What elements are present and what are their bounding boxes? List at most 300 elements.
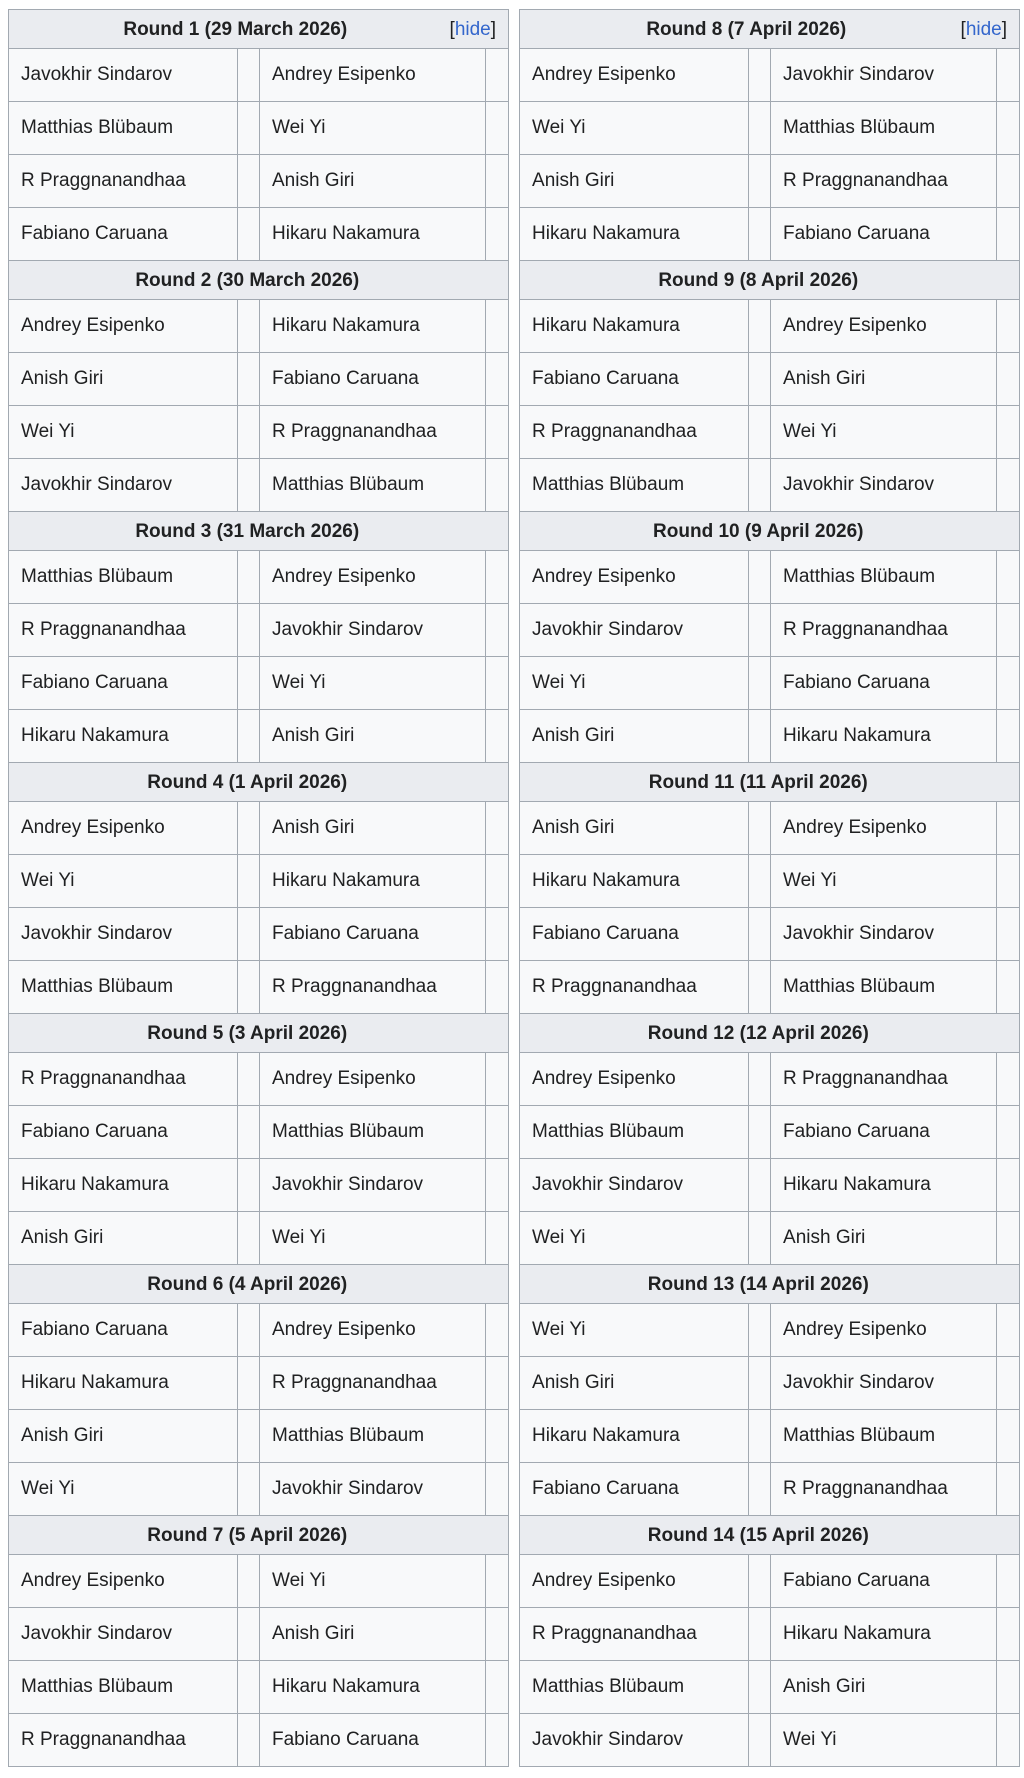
white-player-cell: Javokhir Sindarov xyxy=(520,604,749,657)
result-cell xyxy=(997,406,1020,459)
pairing-row xyxy=(520,353,1020,406)
result-cell xyxy=(238,406,260,459)
result-cell xyxy=(486,604,509,657)
white-player-cell: Andrey Esipenko xyxy=(9,300,238,353)
black-player-cell: Fabiano Caruana xyxy=(771,1106,997,1159)
white-player-cell: Matthias Blübaum xyxy=(9,551,238,604)
white-player-cell: Hikaru Nakamura xyxy=(520,208,749,261)
white-player-cell: Hikaru Nakamura xyxy=(520,300,749,353)
pairing-row xyxy=(520,1159,1020,1212)
white-player-cell: R Praggnanandhaa xyxy=(9,604,238,657)
black-player-cell: Wei Yi xyxy=(771,1714,997,1767)
black-player-cell: Hikaru Nakamura xyxy=(771,710,997,763)
black-player-cell: Matthias Blübaum xyxy=(260,1106,486,1159)
white-player-cell: Anish Giri xyxy=(9,1410,238,1463)
black-player-cell: Fabiano Caruana xyxy=(260,1714,486,1767)
result-cell xyxy=(997,551,1020,604)
pairings-table-rounds-1-7 xyxy=(8,9,509,1767)
white-player-cell: R Praggnanandhaa xyxy=(520,1608,749,1661)
result-cell xyxy=(749,1555,771,1608)
black-player-cell: Matthias Blübaum xyxy=(260,1410,486,1463)
pairing-row xyxy=(520,1463,1020,1516)
result-cell xyxy=(749,1304,771,1357)
white-player-cell: Fabiano Caruana xyxy=(9,1304,238,1357)
round-header xyxy=(520,261,997,300)
result-cell xyxy=(238,604,260,657)
pairing-row xyxy=(520,208,1020,261)
white-player-cell: Hikaru Nakamura xyxy=(9,710,238,763)
result-cell xyxy=(997,908,1020,961)
result-cell xyxy=(486,1212,509,1265)
black-player-cell: Andrey Esipenko xyxy=(771,802,997,855)
result-cell xyxy=(238,1608,260,1661)
result-cell xyxy=(997,1661,1020,1714)
pairing-row xyxy=(520,604,1020,657)
result-cell xyxy=(238,353,260,406)
pairing-row xyxy=(9,710,509,763)
white-player-cell: Anish Giri xyxy=(520,802,749,855)
round-header xyxy=(9,1014,486,1053)
white-player-cell: Hikaru Nakamura xyxy=(9,1159,238,1212)
pairing-row xyxy=(9,1053,509,1106)
white-player-cell: Anish Giri xyxy=(520,1357,749,1410)
pairing-row xyxy=(9,1608,509,1661)
result-cell xyxy=(997,1555,1020,1608)
result-cell xyxy=(749,657,771,710)
round-header-spacer xyxy=(486,1014,509,1053)
round-title: Round 8 (7 April 2026) xyxy=(646,18,847,40)
result-cell xyxy=(486,908,509,961)
round-header xyxy=(9,261,486,300)
hide-toggle-close-bracket: ] xyxy=(1001,18,1008,40)
result-cell xyxy=(486,49,509,102)
white-player-cell: Javokhir Sindarov xyxy=(9,1608,238,1661)
result-cell xyxy=(486,1410,509,1463)
pairing-row xyxy=(520,406,1020,459)
white-player-cell: Wei Yi xyxy=(520,102,749,155)
white-player-cell: Fabiano Caruana xyxy=(520,908,749,961)
black-player-cell: Fabiano Caruana xyxy=(771,1555,997,1608)
black-player-cell: Wei Yi xyxy=(260,1212,486,1265)
pairing-row xyxy=(520,1661,1020,1714)
black-player-cell: Andrey Esipenko xyxy=(260,551,486,604)
round-header xyxy=(520,1014,997,1053)
white-player-cell: Javokhir Sindarov xyxy=(9,459,238,512)
round-title: Round 10 (9 April 2026) xyxy=(653,520,864,542)
white-player-cell: Andrey Esipenko xyxy=(520,1555,749,1608)
black-player-cell: Anish Giri xyxy=(771,1661,997,1714)
result-cell xyxy=(486,1714,509,1767)
result-cell xyxy=(997,961,1020,1014)
white-player-cell: Matthias Blübaum xyxy=(9,1661,238,1714)
white-player-cell: Fabiano Caruana xyxy=(520,1463,749,1516)
black-player-cell: Andrey Esipenko xyxy=(260,1053,486,1106)
result-cell xyxy=(486,961,509,1014)
result-cell xyxy=(749,406,771,459)
black-player-cell: R Praggnanandhaa xyxy=(771,604,997,657)
round-header-spacer xyxy=(486,261,509,300)
black-player-cell: R Praggnanandhaa xyxy=(771,1463,997,1516)
result-cell xyxy=(749,155,771,208)
result-cell xyxy=(238,1661,260,1714)
black-player-cell: R Praggnanandhaa xyxy=(260,961,486,1014)
black-player-cell: Matthias Blübaum xyxy=(771,1410,997,1463)
black-player-cell: Andrey Esipenko xyxy=(260,49,486,102)
white-player-cell: Fabiano Caruana xyxy=(9,657,238,710)
pairing-row xyxy=(520,102,1020,155)
result-cell xyxy=(749,102,771,155)
round-title: Round 6 (4 April 2026) xyxy=(147,1273,348,1295)
black-player-cell: Javokhir Sindarov xyxy=(771,908,997,961)
round-title: Round 12 (12 April 2026) xyxy=(647,1022,869,1044)
result-cell xyxy=(997,710,1020,763)
hide-link[interactable]: hide xyxy=(965,18,1002,40)
round-header-row xyxy=(520,10,1020,49)
pairing-row xyxy=(9,1410,509,1463)
result-cell xyxy=(997,300,1020,353)
result-cell xyxy=(749,1159,771,1212)
black-player-cell: Matthias Blübaum xyxy=(771,961,997,1014)
black-player-cell: Fabiano Caruana xyxy=(771,208,997,261)
white-player-cell: Anish Giri xyxy=(520,155,749,208)
round-header-row xyxy=(9,261,509,300)
round-header xyxy=(9,1516,486,1555)
white-player-cell: Wei Yi xyxy=(520,657,749,710)
pairing-row xyxy=(9,1159,509,1212)
black-player-cell: Javokhir Sindarov xyxy=(771,459,997,512)
hide-toggle-open-bracket: [ xyxy=(960,18,966,40)
result-cell xyxy=(238,1410,260,1463)
white-player-cell: Anish Giri xyxy=(520,710,749,763)
white-player-cell: Hikaru Nakamura xyxy=(520,855,749,908)
white-player-cell: Matthias Blübaum xyxy=(520,1106,749,1159)
result-cell xyxy=(486,1661,509,1714)
pairing-row xyxy=(520,459,1020,512)
pairing-row xyxy=(520,802,1020,855)
round-header-spacer xyxy=(997,1516,1020,1555)
result-cell xyxy=(486,300,509,353)
hide-toggle[interactable] xyxy=(450,11,496,48)
hide-link[interactable]: hide xyxy=(454,18,491,40)
black-player-cell: Andrey Esipenko xyxy=(260,1304,486,1357)
result-cell xyxy=(997,1357,1020,1410)
pairing-row xyxy=(520,710,1020,763)
white-player-cell: Anish Giri xyxy=(9,1212,238,1265)
round-header xyxy=(520,1516,997,1555)
pairing-row xyxy=(520,551,1020,604)
result-cell xyxy=(238,155,260,208)
result-cell xyxy=(238,1106,260,1159)
round-header xyxy=(520,10,1020,49)
black-player-cell: Wei Yi xyxy=(771,406,997,459)
result-cell xyxy=(238,1555,260,1608)
hide-toggle-close-bracket: ] xyxy=(490,18,497,40)
round-header-row xyxy=(520,1265,1020,1304)
result-cell xyxy=(749,1661,771,1714)
result-cell xyxy=(486,155,509,208)
round-title: Round 2 (30 March 2026) xyxy=(135,269,360,291)
round-header-spacer xyxy=(997,1265,1020,1304)
result-cell xyxy=(486,802,509,855)
white-player-cell: Javokhir Sindarov xyxy=(520,1159,749,1212)
black-player-cell: Matthias Blübaum xyxy=(260,459,486,512)
round-title: Round 14 (15 April 2026) xyxy=(647,1524,869,1546)
pairing-row xyxy=(520,657,1020,710)
result-cell xyxy=(997,49,1020,102)
result-cell xyxy=(997,1463,1020,1516)
pairing-row xyxy=(520,1410,1020,1463)
result-cell xyxy=(997,353,1020,406)
result-cell xyxy=(749,1608,771,1661)
white-player-cell: R Praggnanandhaa xyxy=(9,155,238,208)
round-header xyxy=(520,512,997,551)
white-player-cell: Andrey Esipenko xyxy=(9,1555,238,1608)
pairing-row xyxy=(520,1106,1020,1159)
result-cell xyxy=(238,657,260,710)
pairing-row xyxy=(9,802,509,855)
round-header-spacer xyxy=(486,1516,509,1555)
white-player-cell: Andrey Esipenko xyxy=(520,1053,749,1106)
round-header-spacer xyxy=(997,1014,1020,1053)
round-header-spacer xyxy=(486,1265,509,1304)
white-player-cell: Fabiano Caruana xyxy=(9,1106,238,1159)
result-cell xyxy=(997,1714,1020,1767)
black-player-cell: Javokhir Sindarov xyxy=(260,604,486,657)
pairing-row xyxy=(520,1555,1020,1608)
result-cell xyxy=(238,459,260,512)
black-player-cell: Anish Giri xyxy=(260,155,486,208)
result-cell xyxy=(749,1357,771,1410)
white-player-cell: R Praggnanandhaa xyxy=(9,1053,238,1106)
pairing-row xyxy=(520,155,1020,208)
result-cell xyxy=(486,1608,509,1661)
pairing-row xyxy=(9,855,509,908)
white-player-cell: Fabiano Caruana xyxy=(9,208,238,261)
result-cell xyxy=(749,1053,771,1106)
black-player-cell: Anish Giri xyxy=(260,710,486,763)
black-player-cell: Javokhir Sindarov xyxy=(771,1357,997,1410)
black-player-cell: Anish Giri xyxy=(771,353,997,406)
result-cell xyxy=(997,1304,1020,1357)
result-cell xyxy=(238,1714,260,1767)
pairing-row xyxy=(520,1053,1020,1106)
white-player-cell: Fabiano Caruana xyxy=(520,353,749,406)
result-cell xyxy=(238,1212,260,1265)
round-title: Round 4 (1 April 2026) xyxy=(147,771,348,793)
result-cell xyxy=(486,406,509,459)
white-player-cell: Wei Yi xyxy=(9,855,238,908)
pairing-row xyxy=(9,102,509,155)
white-player-cell: R Praggnanandhaa xyxy=(520,406,749,459)
result-cell xyxy=(486,102,509,155)
pairing-row xyxy=(9,406,509,459)
result-cell xyxy=(486,459,509,512)
pairing-row xyxy=(9,155,509,208)
black-player-cell: Javokhir Sindarov xyxy=(771,49,997,102)
white-player-cell: Javokhir Sindarov xyxy=(520,1714,749,1767)
round-header-spacer xyxy=(486,512,509,551)
round-header-row xyxy=(520,261,1020,300)
result-cell xyxy=(997,1106,1020,1159)
black-player-cell: R Praggnanandhaa xyxy=(771,1053,997,1106)
result-cell xyxy=(238,1304,260,1357)
pairing-row xyxy=(9,1714,509,1767)
round-header-row xyxy=(9,10,509,49)
black-player-cell: R Praggnanandhaa xyxy=(260,406,486,459)
white-player-cell: Matthias Blübaum xyxy=(9,102,238,155)
result-cell xyxy=(486,710,509,763)
round-header-row xyxy=(520,763,1020,802)
result-cell xyxy=(486,1463,509,1516)
black-player-cell: Fabiano Caruana xyxy=(260,908,486,961)
pairing-row xyxy=(520,1714,1020,1767)
result-cell xyxy=(486,208,509,261)
pairing-row xyxy=(9,208,509,261)
result-cell xyxy=(238,102,260,155)
pairing-row xyxy=(9,604,509,657)
result-cell xyxy=(749,49,771,102)
white-player-cell: Wei Yi xyxy=(520,1212,749,1265)
pairing-row xyxy=(520,961,1020,1014)
white-player-cell: Matthias Blübaum xyxy=(520,1661,749,1714)
round-header-row xyxy=(9,1014,509,1053)
result-cell xyxy=(238,961,260,1014)
round-header-row xyxy=(9,1265,509,1304)
pairing-row xyxy=(9,657,509,710)
pairing-row xyxy=(9,1212,509,1265)
black-player-cell: Matthias Blübaum xyxy=(771,551,997,604)
result-cell xyxy=(486,1304,509,1357)
result-cell xyxy=(997,855,1020,908)
white-player-cell: Wei Yi xyxy=(9,406,238,459)
pairing-row xyxy=(9,961,509,1014)
white-player-cell: Wei Yi xyxy=(520,1304,749,1357)
pairing-row xyxy=(9,300,509,353)
black-player-cell: Andrey Esipenko xyxy=(771,1304,997,1357)
pairing-row xyxy=(9,1661,509,1714)
pairing-row xyxy=(520,300,1020,353)
result-cell xyxy=(997,155,1020,208)
result-cell xyxy=(749,710,771,763)
round-title: Round 5 (3 April 2026) xyxy=(147,1022,348,1044)
black-player-cell: R Praggnanandhaa xyxy=(260,1357,486,1410)
result-cell xyxy=(997,1159,1020,1212)
white-player-cell: Andrey Esipenko xyxy=(520,49,749,102)
white-player-cell: Hikaru Nakamura xyxy=(9,1357,238,1410)
result-cell xyxy=(749,1212,771,1265)
round-title: Round 9 (8 April 2026) xyxy=(658,269,859,291)
black-player-cell: Javokhir Sindarov xyxy=(260,1463,486,1516)
pairing-row xyxy=(520,1357,1020,1410)
round-header xyxy=(9,512,486,551)
result-cell xyxy=(486,1159,509,1212)
round-title: Round 7 (5 April 2026) xyxy=(147,1524,348,1546)
result-cell xyxy=(238,49,260,102)
result-cell xyxy=(749,855,771,908)
result-cell xyxy=(749,802,771,855)
pairing-row xyxy=(9,1357,509,1410)
round-header xyxy=(9,763,486,802)
pairing-row xyxy=(520,1304,1020,1357)
white-player-cell: Wei Yi xyxy=(9,1463,238,1516)
result-cell xyxy=(486,1357,509,1410)
result-cell xyxy=(749,908,771,961)
result-cell xyxy=(486,1555,509,1608)
black-player-cell: Anish Giri xyxy=(771,1212,997,1265)
result-cell xyxy=(486,551,509,604)
pairing-row xyxy=(9,49,509,102)
result-cell xyxy=(997,1053,1020,1106)
result-cell xyxy=(997,1212,1020,1265)
result-cell xyxy=(749,353,771,406)
white-player-cell: R Praggnanandhaa xyxy=(9,1714,238,1767)
white-player-cell: Hikaru Nakamura xyxy=(520,1410,749,1463)
round-header-spacer xyxy=(997,512,1020,551)
result-cell xyxy=(238,1159,260,1212)
result-cell xyxy=(749,1106,771,1159)
black-player-cell: Anish Giri xyxy=(260,1608,486,1661)
black-player-cell: Hikaru Nakamura xyxy=(771,1159,997,1212)
round-title: Round 1 (29 March 2026) xyxy=(123,18,348,40)
pairing-row xyxy=(9,353,509,406)
result-cell xyxy=(749,300,771,353)
white-player-cell: Anish Giri xyxy=(9,353,238,406)
result-cell xyxy=(486,855,509,908)
result-cell xyxy=(238,855,260,908)
black-player-cell: Wei Yi xyxy=(771,855,997,908)
pairing-row xyxy=(520,49,1020,102)
white-player-cell: Andrey Esipenko xyxy=(9,802,238,855)
round-title: Round 11 (11 April 2026) xyxy=(648,771,868,793)
result-cell xyxy=(997,802,1020,855)
black-player-cell: Wei Yi xyxy=(260,102,486,155)
result-cell xyxy=(997,459,1020,512)
pairing-row xyxy=(9,551,509,604)
round-header-row xyxy=(9,512,509,551)
pairings-table-rounds-8-14 xyxy=(519,9,1020,1767)
round-header-row xyxy=(9,1516,509,1555)
pairing-row xyxy=(9,1463,509,1516)
round-header-spacer xyxy=(486,763,509,802)
black-player-cell: Hikaru Nakamura xyxy=(260,208,486,261)
round-header-spacer xyxy=(997,763,1020,802)
pairing-row xyxy=(9,459,509,512)
pairing-row xyxy=(9,1555,509,1608)
pairing-row xyxy=(9,1106,509,1159)
black-player-cell: Wei Yi xyxy=(260,657,486,710)
result-cell xyxy=(238,208,260,261)
round-header xyxy=(9,10,509,49)
result-cell xyxy=(238,1463,260,1516)
result-cell xyxy=(749,1410,771,1463)
result-cell xyxy=(997,208,1020,261)
black-player-cell: Matthias Blübaum xyxy=(771,102,997,155)
white-player-cell: R Praggnanandhaa xyxy=(520,961,749,1014)
hide-toggle[interactable] xyxy=(961,11,1007,48)
pairing-row xyxy=(520,1212,1020,1265)
white-player-cell: Matthias Blübaum xyxy=(9,961,238,1014)
round-header-row xyxy=(9,763,509,802)
pairing-row xyxy=(520,908,1020,961)
pairing-row xyxy=(9,1304,509,1357)
black-player-cell: Hikaru Nakamura xyxy=(260,1661,486,1714)
white-player-cell: Andrey Esipenko xyxy=(520,551,749,604)
black-player-cell: Wei Yi xyxy=(260,1555,486,1608)
black-player-cell: Javokhir Sindarov xyxy=(260,1159,486,1212)
white-player-cell: Javokhir Sindarov xyxy=(9,908,238,961)
result-cell xyxy=(749,961,771,1014)
result-cell xyxy=(749,604,771,657)
